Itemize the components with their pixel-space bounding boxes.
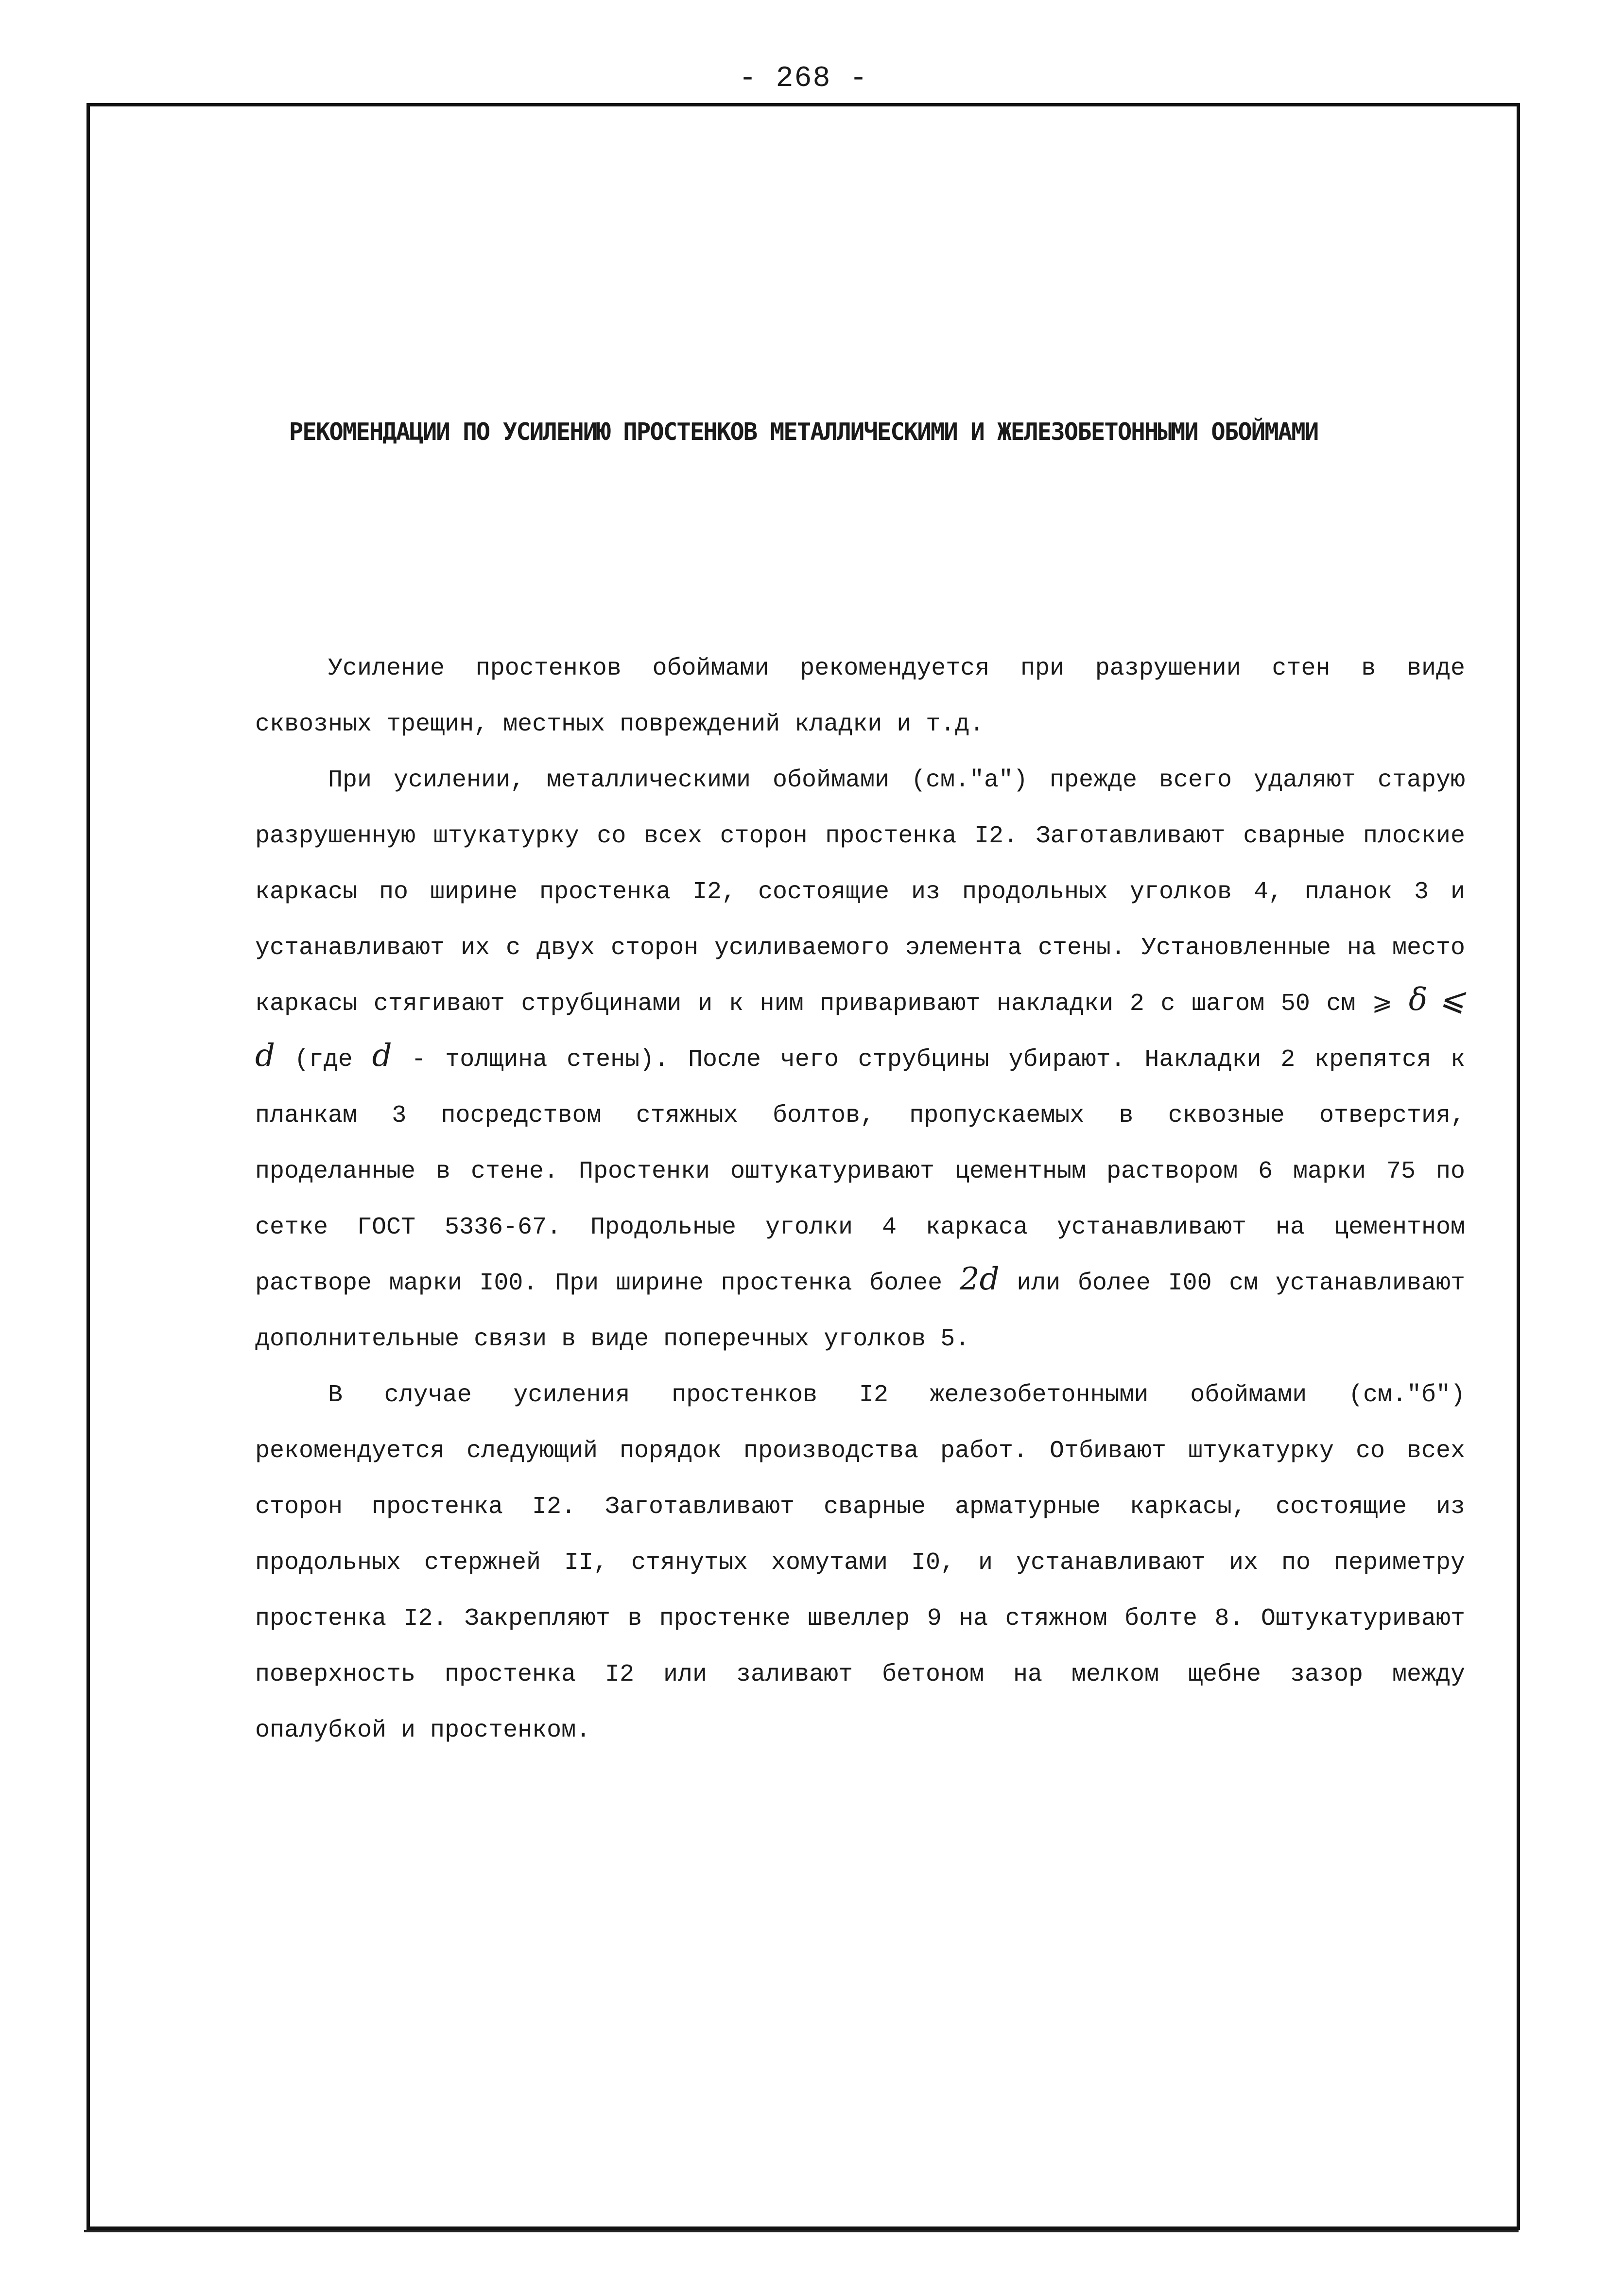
paragraph-2-text-middle: - толщина стены). После чего струбцины убирают. Накладки 2 крепятся к планкам 3 посредством стяжных болтов, пропускаемых в сквозные отверстия, проделанные в стене. Простенки оштукатуривают цементным раствором 6 марки 75 по сетке ГОСТ 5336-67. Продольные уголки 4 каркаса устанавливают на цементном растворе марки I00. При ширине простенка более — [255, 1046, 1465, 1297]
paragraph-2-where: (где — [294, 1046, 353, 1074]
paragraph-2-text-start: При усилении, металлическими обоймами (см."а") прежде всего удаляют старую разрушенную штукатурку со всех сторон простенка I2. Заготавливают сварные плоские каркасы по ширине простенка I2, состоящие из продольных уголков 4, планок 3 и устанавливают их с двух сторон усиливаемого элемента стены. Установленные на место каркасы стягивают струбцинами и к ним приваривают накладки 2 с шагом 50 см ⩾ — [255, 766, 1465, 1018]
paragraph-2-text-end: или более I00 см устанавливают дополнительные связи в виде поперечных уголков 5. — [255, 1270, 1465, 1353]
formula-thickness-var: d — [372, 1038, 392, 1074]
formula-spacing: δ ⩽ d — [255, 982, 1465, 1074]
paragraph-2 — [255, 752, 1465, 1367]
paragraph-1: Усиление простенков обоймами рекомендуется при разрушении стен в виде сквозных трещин, местных повреждений кладки и т.д. — [255, 655, 1465, 738]
body-text — [255, 641, 1465, 1758]
document-title: РЕКОМЕНДАЦИИ ПО УСИЛЕНИЮ ПРОСТЕНКОВ МЕТАЛЛИЧЕСКИМИ И ЖЕЛЕЗОБЕТОННЫМИ ОБОЙМАМИ — [289, 418, 1318, 446]
paragraph-3: В случае усиления простенков I2 железобетонными обоймами (см."б") рекомендуется следующий порядок производства работ. Отбивают штукатурку со всех сторон простенка I2. Заготавливают сварные арматурные каркасы, состоящие из продольных стержней II, стянутых хомутами I0, и устанавливают их по периметру простенка I2. Закрепляют в простенке швеллер 9 на стяжном болте 8. Оштукатуривают поверхность простенка I2 или заливают бетоном на мелком щебне зазор между опалубкой и простенком. — [255, 1381, 1465, 1744]
formula-width: 2d — [959, 1261, 1000, 1297]
page-number: - 268 - — [739, 62, 868, 95]
